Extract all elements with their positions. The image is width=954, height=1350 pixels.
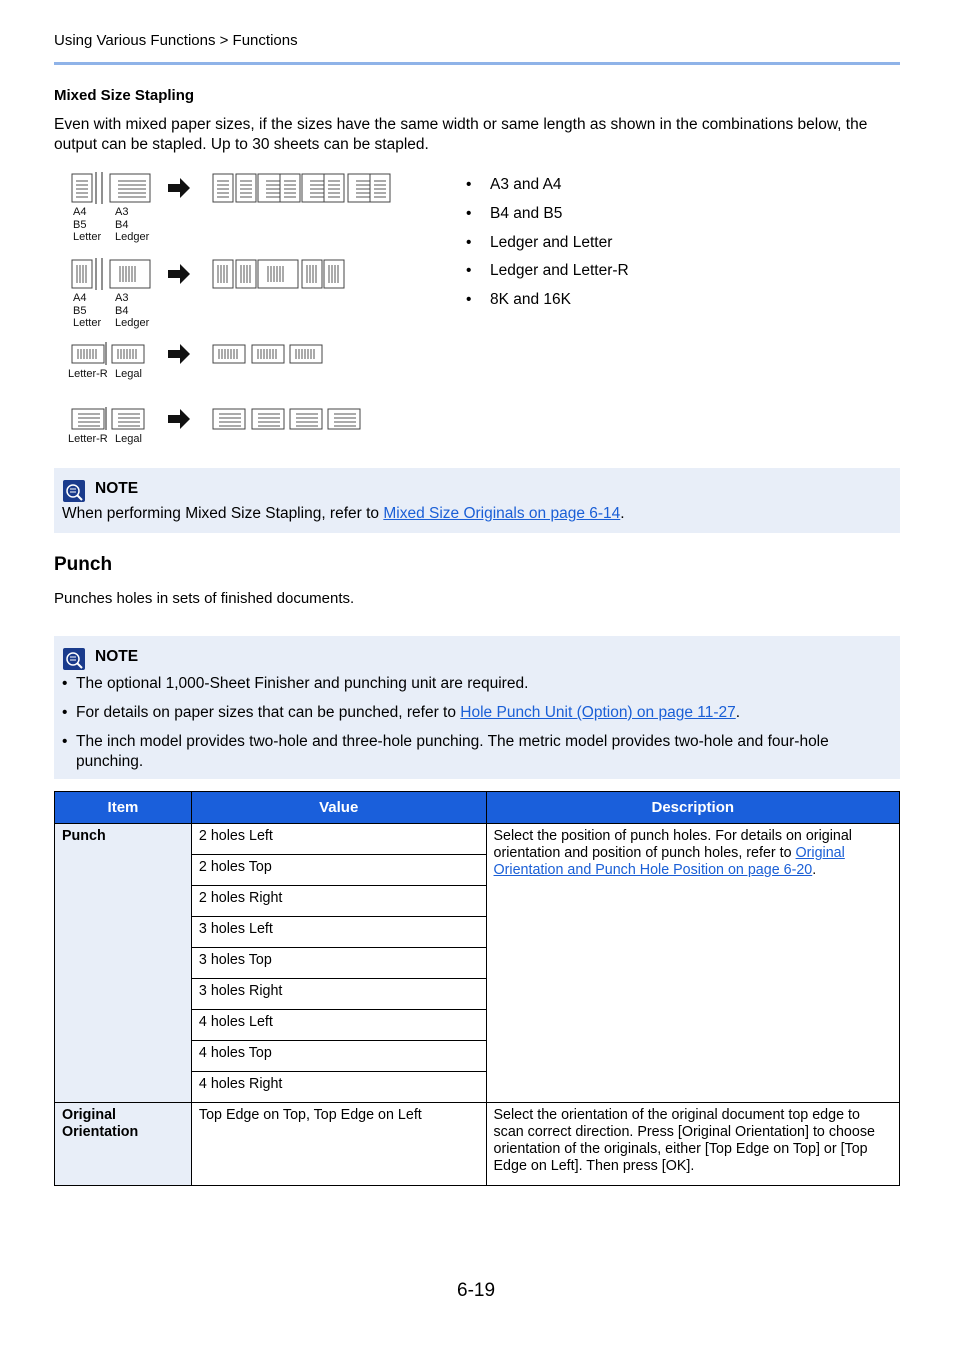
note-icon [63, 480, 85, 502]
list-item: • Ledger and Letter-R [466, 262, 629, 291]
section-title-punch: Punch [54, 554, 113, 575]
table-row [55, 1103, 900, 1186]
row4-right-label: Legal [115, 433, 142, 445]
row1-right-labels: A3 B4 Ledger [115, 206, 150, 243]
value-cell: 3 holes Top [191, 948, 486, 979]
note-title: NOTE [95, 648, 139, 665]
list-item: • B4 and B5 [466, 205, 629, 234]
row2-right-labels: A3 B4 Ledger [115, 292, 150, 329]
note-box-punch [54, 636, 900, 779]
note-text: When performing Mixed Size Stapling, refer to Mixed Size Originals on page 6-14. [62, 505, 625, 522]
column-header-item: Item [55, 792, 192, 824]
list-item: • The optional 1,000-Sheet Finisher and punching unit are required. [62, 674, 882, 694]
value-cell: 4 holes Right [191, 1072, 486, 1103]
row1-left-labels: A4 B5 Letter [73, 206, 102, 243]
mixed-stapling-intro: Even with mixed paper sizes, if the sizes have the same width or same length as shown in the combinations below, the output can be stapled. Up to 30 sheets can be stapled. [54, 116, 868, 153]
mixed-stapling-diagram [60, 168, 400, 458]
list-item: • A3 and A4 [466, 176, 629, 205]
value-cell: 4 holes Top [191, 1041, 486, 1072]
header-divider [54, 62, 900, 65]
value-cell: 3 holes Left [191, 917, 486, 948]
row2-left-labels: A4 B5 Letter [73, 292, 102, 329]
value-cell: 4 holes Left [191, 1010, 486, 1041]
table-header-row [55, 792, 900, 824]
list-item: • For details on paper sizes that can be punched, refer to Hole Punch Unit (Option) on page 11-27. [62, 703, 882, 723]
description-original-orientation: Select the orientation of the original document top edge to scan correct direction. Press [Original Orientation] to choose orientation of the originals, either [Top Edge on Top] or [Top Edge on Left]. Then press [OK]. [486, 1103, 899, 1186]
list-item: • Ledger and Letter [466, 234, 629, 263]
column-header-value: Value [191, 792, 486, 824]
value-cell: 3 holes Right [191, 979, 486, 1010]
column-header-description: Description [486, 792, 899, 824]
item-punch: Punch [55, 824, 192, 1103]
combination-list [466, 176, 629, 320]
row3-left-label: Letter-R [68, 368, 108, 380]
value-cell: 2 holes Left [191, 824, 486, 855]
note-box-stapling [54, 468, 900, 533]
link-hole-punch-unit[interactable]: Hole Punch Unit (Option) on page 11-27 [460, 704, 736, 721]
section-title-mixed-stapling: Mixed Size Stapling [54, 87, 195, 104]
list-item: • 8K and 16K [466, 291, 629, 320]
item-original-orientation: Original Orientation [55, 1103, 192, 1186]
table-row [55, 824, 900, 855]
note-icon [63, 648, 85, 670]
value-cell: Top Edge on Top, Top Edge on Left [191, 1103, 486, 1186]
punch-settings-table [54, 791, 900, 1186]
row3-right-label: Legal [115, 368, 142, 380]
note-title: NOTE [95, 480, 139, 497]
description-punch: Select the position of punch holes. For details on original orientation and position of punch holes, refer to Original Orientation and Punch Hole Position on page 6-20. [486, 824, 899, 1103]
page-number: 6-19 [457, 1280, 496, 1301]
value-cell: 2 holes Top [191, 855, 486, 886]
breadcrumb: Using Various Functions > Functions [54, 32, 298, 49]
value-cell: 2 holes Right [191, 886, 486, 917]
note-list [62, 674, 882, 781]
link-mixed-size-originals[interactable]: Mixed Size Originals on page 6-14 [383, 505, 621, 522]
punch-description: Punches holes in sets of finished documents. [54, 590, 355, 607]
list-item: • The inch model provides two-hole and three-hole punching. The metric model provides two-hole and four-hole punching. [62, 732, 882, 772]
link-original-orientation[interactable]: Original Orientation and Punch Hole Position on page 6-20 [493, 845, 845, 878]
row4-left-label: Letter-R [68, 433, 108, 445]
